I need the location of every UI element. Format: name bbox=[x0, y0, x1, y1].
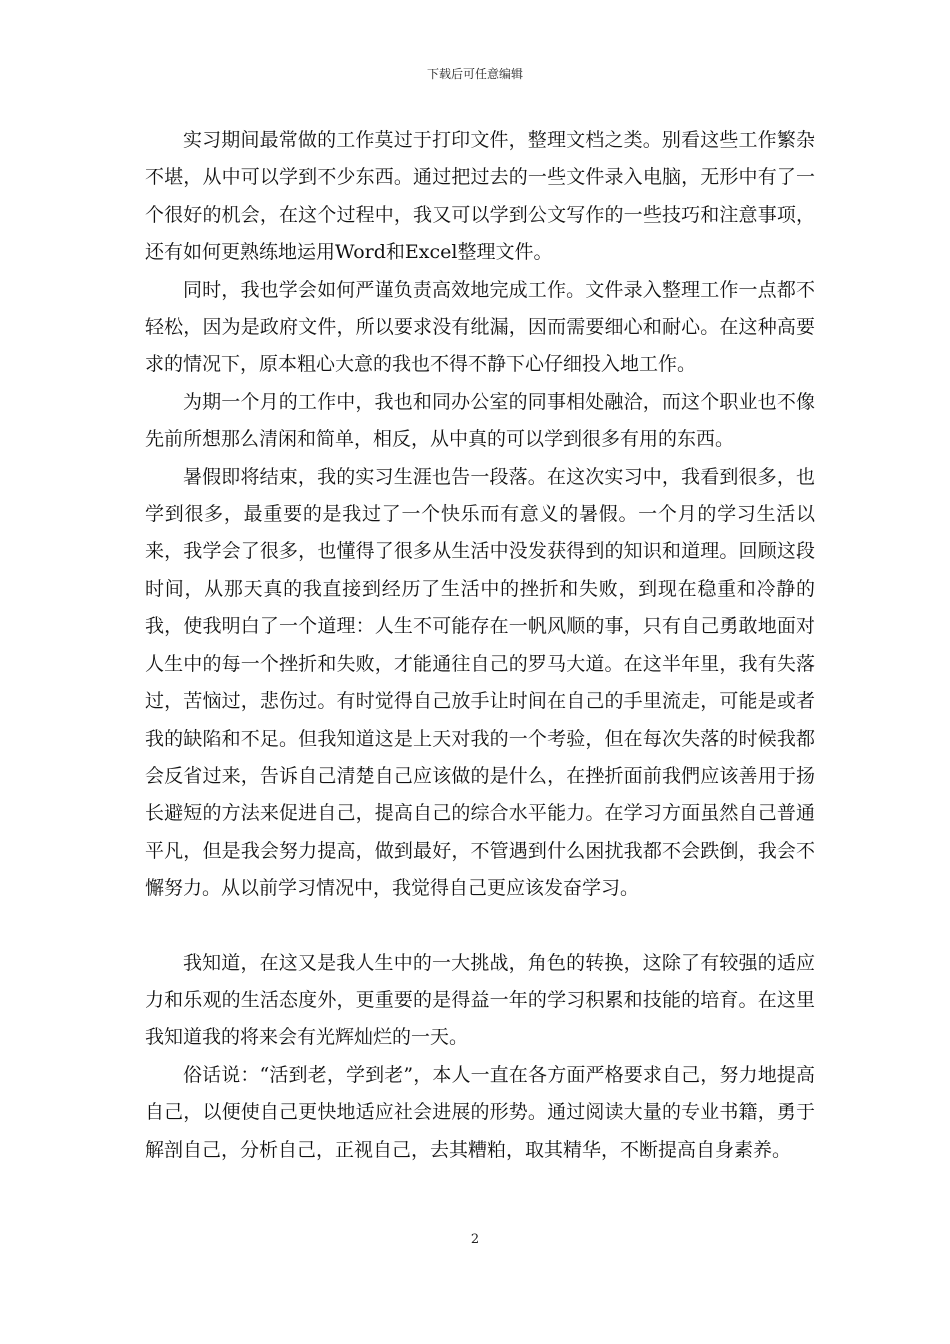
paragraph-careful-work: 同时，我也学会如何严谨负责高效地完成工作。文件录入整理工作一点都不轻松，因为是政府文件，所以要求没有纰漏，因而需要细心和耐心。在这种高要求的情况下，原本粗心大意的我也不得不静下心仔细投入地工作。 bbox=[145, 278, 815, 376]
paragraph-colleagues: 为期一个月的工作中，我也和同办公室的同事相处融洽，而这个职业也不像先前所想那么清闲和简单，相反，从中真的可以学到很多有用的东西。 bbox=[145, 390, 815, 451]
paragraph-internship-tasks: 实习期间最常做的工作莫过于打印文件，整理文档之类。别看这些工作繁杂不堪，从中可以学到不少东西。通过把过去的一些文件录入电脑，无形中有了一个很好的机会，在这个过程中，我又可以学到公文写作的一些技巧和注意事项，还有如何更熟练地运用Word和Excel整理文件。 bbox=[145, 129, 815, 264]
paragraph-self-improvement: 俗话说：“活到老，学到老”，本人一直在各方面严格要求自己，努力地提高自己，以便使自己更快地适应社会进展的形势。通过阅读大量的专业书籍，勇于解剖自己，分析自己，正视自己，去其糟粕，取其精华，不断提高自身素养。 bbox=[145, 1063, 815, 1161]
paragraph-summer-summary: 暑假即将结束，我的实习生涯也告一段落。在这次实习中，我看到很多，也学到很多，最重要的是我过了一个快乐而有意义的暑假。一个月的学习生活以来，我学会了很多，也懂得了很多从生活中没发获得到的知识和道理。回顾这段时间，从那天真的我直接到经历了生活中的挫折和失败，到现在稳重和冷静的我，使我明白了一个道理：人生不可能存在一帆风顺的事，只有自己勇敢地面对人生中的每一个挫折和失败，才能通往自己的罗马大道。在这半年里，我有失落过，苦恼过，悲伤过。有时觉得自己放手让时间在自己的手里流走，可能是或者我的缺陷和不足。但我知道这是上天对我的一个考验，但在每次失落的时候我都会反省过来，告诉自己清楚自己应该做的是什么，在挫折面前我們应该善用于扬长避短的方法来促进自己，提高自己的综合水平能力。在学习方面虽然自己普通平凡，但是我会努力提高，做到最好，不管遇到什么困扰我都不会跌倒，我会不懈努力。从以前学习情况中，我觉得自己更应该发奋学习。 bbox=[145, 465, 815, 900]
page-header: 下载后可任意编辑 bbox=[426, 67, 523, 81]
paragraph-spacer bbox=[145, 908, 815, 945]
page-number: 2 bbox=[470, 1232, 480, 1247]
paragraph-challenge: 我知道，在这又是我人生中的一大挑战，角色的转换，这除了有较强的适应力和乐观的生活态度外，更重要的是得益一年的学习积累和技能的培育。在这里我知道我的将来会有光辉灿烂的一天。 bbox=[145, 951, 815, 1049]
document-body bbox=[145, 122, 815, 1169]
